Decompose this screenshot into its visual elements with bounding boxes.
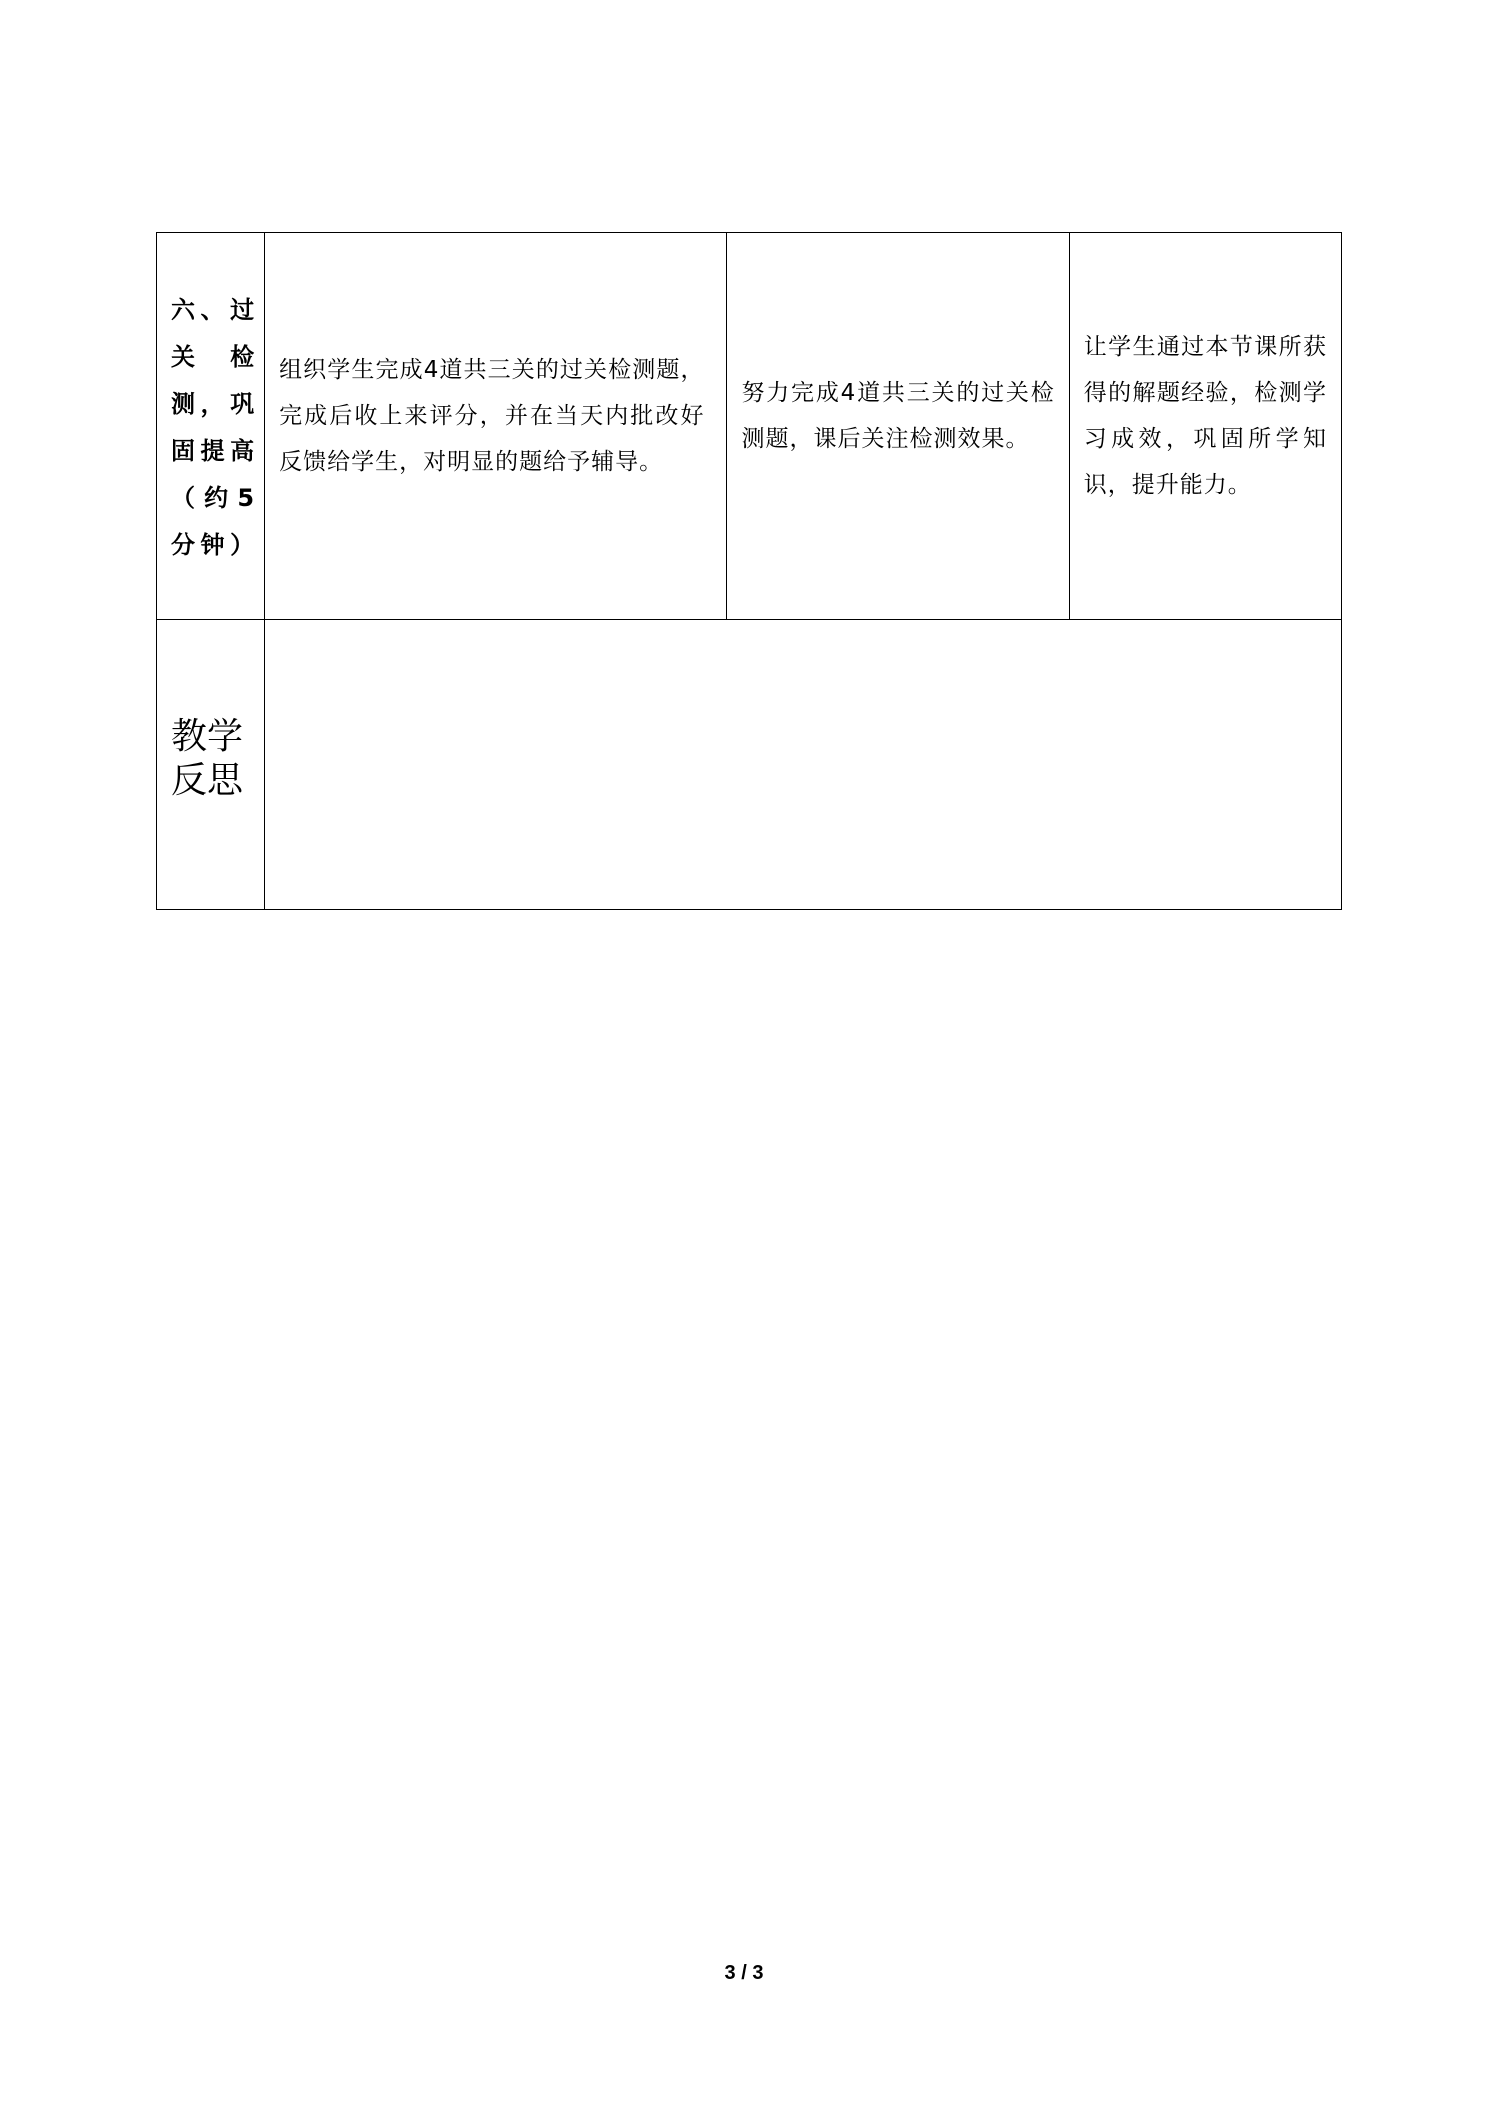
reflection-content-cell xyxy=(265,620,1342,910)
student-activity-cell xyxy=(727,233,1069,620)
reflection-label: 教学反思 xyxy=(171,715,244,801)
stage-cell xyxy=(157,233,265,620)
table-row xyxy=(157,233,1342,620)
reflection-label-cell xyxy=(157,620,265,910)
stage-title: 六、过关检测，巩固提高（约5分钟） xyxy=(171,296,255,559)
table-row xyxy=(157,620,1342,910)
lesson-plan-table xyxy=(156,232,1342,910)
page-number: 3 / 3 xyxy=(724,1962,764,1984)
teacher-activity-text: 组织学生完成4道共三关的过关检测题，完成后收上来评分，并在当天内批改好反馈给学生，对明显的题给予辅导。 xyxy=(279,357,705,475)
teacher-activity-cell xyxy=(265,233,727,620)
student-activity-text: 努力完成4道共三关的过关检测题，课后关注检测效果。 xyxy=(741,380,1055,452)
design-intent-cell xyxy=(1069,233,1341,620)
design-intent-text: 让学生通过本节课所获得的解题经验，检测学习成效，巩固所学知识，提升能力。 xyxy=(1083,334,1327,498)
